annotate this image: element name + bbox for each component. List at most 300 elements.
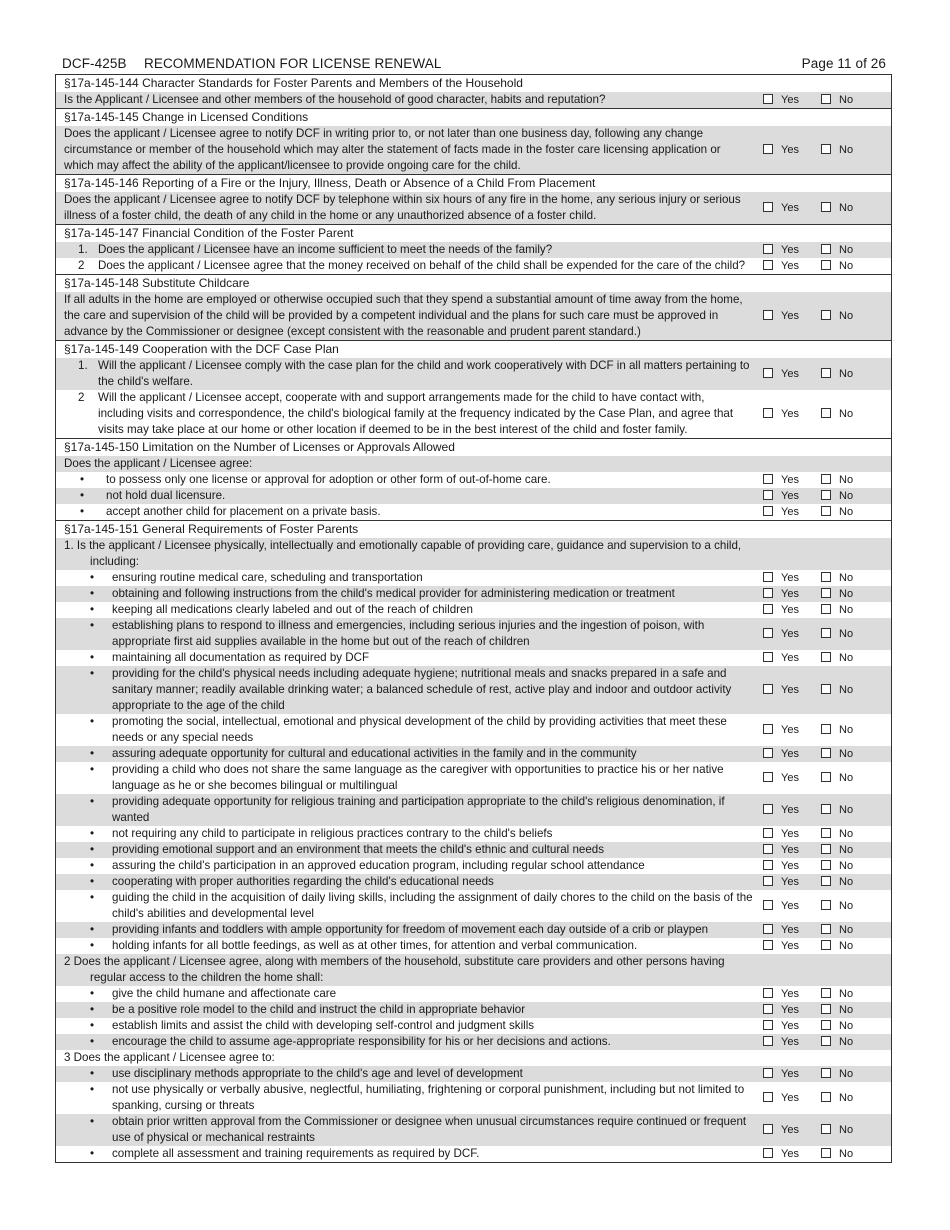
yes-label: Yes	[781, 1124, 799, 1136]
no-label: No	[839, 572, 854, 584]
yes-no-group	[763, 875, 883, 889]
question-text: providing adequate opportunity for religious training and participation appropriate to the child's religious denomination, if wanted	[112, 795, 725, 824]
question-text: not use physically or verbally abusive, neglectful, humiliating, frightening or corporal punishment, including but not limited to spanking, cursing or threats	[112, 1083, 745, 1112]
no-label: No	[839, 1148, 854, 1160]
question-text: providing infants and toddlers with ample opportunity for freedom of movement each day outside of a crib or playpen	[112, 923, 709, 936]
bullet-icon: •	[79, 473, 85, 486]
question-text: Is the Applicant / Licensee and other members of the household of good character, habits and reputation?	[64, 93, 606, 106]
yes-no-group	[763, 923, 883, 937]
yes-label: Yes	[781, 1068, 799, 1080]
no-checkbox[interactable]	[821, 724, 831, 734]
question-text: to possess only one license or approval for adoption or other form of out-of-home care.	[106, 473, 551, 486]
question-row	[56, 1034, 891, 1050]
no-label: No	[839, 1092, 854, 1104]
question-row	[56, 586, 891, 602]
bullet-icon: •	[89, 923, 95, 936]
no-label: No	[839, 1036, 854, 1048]
no-checkbox[interactable]	[821, 1092, 831, 1102]
yes-no-group	[763, 651, 883, 665]
yes-checkbox[interactable]	[763, 310, 773, 320]
yes-checkbox[interactable]	[763, 506, 773, 516]
no-label: No	[839, 408, 854, 420]
yes-label: Yes	[781, 924, 799, 936]
yes-checkbox[interactable]	[763, 860, 773, 870]
yes-no-group	[763, 747, 883, 761]
question-text: assuring the child's participation in an approved education program, including regular school attendance	[112, 859, 645, 872]
yes-label: Yes	[781, 900, 799, 912]
yes-checkbox[interactable]	[763, 1092, 773, 1102]
form-section	[56, 521, 891, 1163]
form-section	[56, 341, 891, 439]
bullet-icon: •	[89, 747, 95, 760]
question-text: holding infants for all bottle feedings, as well as at other times, for attention and verbal communication.	[112, 939, 638, 952]
yes-no-group	[763, 1147, 883, 1161]
no-label: No	[839, 1068, 854, 1080]
form-code: DCF-425B	[62, 56, 127, 71]
item-number: 2	[78, 259, 85, 272]
no-label: No	[839, 772, 854, 784]
yes-no-group	[763, 1123, 883, 1137]
yes-label: Yes	[781, 260, 799, 272]
question-text: keeping all medications clearly labeled and out of the reach of children	[112, 603, 473, 616]
yes-label: Yes	[781, 572, 799, 584]
question-row	[56, 746, 891, 762]
no-checkbox[interactable]	[821, 604, 831, 614]
bullet-icon: •	[89, 1035, 95, 1048]
yes-checkbox[interactable]	[763, 474, 773, 484]
question-row	[56, 1114, 891, 1146]
yes-label: Yes	[781, 588, 799, 600]
question-text: maintaining all documentation as required by DCF	[112, 651, 370, 664]
question-text: Does the applicant / Licensee agree to notify DCF in writing prior to, or not later than one business day, following any change circumstance or member of the household which may alter the statement of facts made in the foster care licensing application or which may affect the ability of the applicant/licensee to provide ongoing care for the child.	[64, 127, 721, 172]
no-checkbox[interactable]	[821, 1004, 831, 1014]
yes-no-group	[763, 309, 883, 323]
question-text: give the child humane and affectionate care	[112, 987, 337, 1000]
yes-label: Yes	[781, 474, 799, 486]
bullet-icon: •	[89, 891, 95, 904]
no-label: No	[839, 1124, 854, 1136]
yes-no-group	[763, 587, 883, 601]
no-checkbox[interactable]	[821, 1148, 831, 1158]
yes-no-group	[763, 803, 883, 817]
yes-label: Yes	[781, 244, 799, 256]
yes-checkbox[interactable]	[763, 604, 773, 614]
bullet-icon: •	[89, 987, 95, 1000]
no-checkbox[interactable]	[821, 368, 831, 378]
section-heading: §17a-145-151 General Requirements of Foster Parents	[64, 522, 359, 536]
question-row	[56, 292, 891, 340]
no-checkbox[interactable]	[821, 588, 831, 598]
section-heading: §17a-145-148 Substitute Childcare	[64, 276, 250, 290]
form-section	[56, 175, 891, 225]
yes-no-group	[763, 505, 883, 519]
question-text: Does the applicant / Licensee agree that the money received on behalf of the child shall be expended for the care of the child?	[98, 259, 746, 272]
section-heading: §17a-145-147 Financial Condition of the Foster Parent	[64, 226, 354, 240]
question-text: Will the applicant / Licensee comply with the case plan for the child and work cooperatively with DCF in all matters pertaining to the child's welfare.	[98, 359, 750, 388]
question-row	[56, 890, 891, 922]
yes-checkbox[interactable]	[763, 900, 773, 910]
yes-checkbox[interactable]	[763, 490, 773, 500]
question-row	[56, 986, 891, 1002]
no-checkbox[interactable]	[821, 860, 831, 870]
no-checkbox[interactable]	[821, 1036, 831, 1046]
yes-checkbox[interactable]	[763, 260, 773, 270]
no-label: No	[839, 828, 854, 840]
no-checkbox[interactable]	[821, 772, 831, 782]
question-row	[56, 258, 891, 274]
yes-label: Yes	[781, 1004, 799, 1016]
yes-label: Yes	[781, 684, 799, 696]
question-text: Does the applicant / Licensee agree:	[64, 457, 253, 470]
bullet-icon: •	[89, 875, 95, 888]
question-row	[56, 858, 891, 874]
question-text: Does the applicant / Licensee agree to notify DCF by telephone within six hours of any fire in the home, any serious injury or serious illness of a foster child, the death of any child in the home or any unauthorized absence of a foster child.	[64, 193, 741, 222]
bullet-icon: •	[79, 489, 85, 502]
form-section	[56, 109, 891, 175]
no-checkbox[interactable]	[821, 924, 831, 934]
yes-label: Yes	[781, 94, 799, 106]
bullet-icon: •	[89, 1019, 95, 1032]
yes-label: Yes	[781, 772, 799, 784]
yes-checkbox[interactable]	[763, 1020, 773, 1030]
yes-no-group	[763, 1035, 883, 1049]
no-checkbox[interactable]	[821, 94, 831, 104]
yes-no-group	[763, 367, 883, 381]
question-text: 2 Does the applicant / Licensee agree, along with members of the household, substitute care providers and other persons having regular access to the children the home shall:	[64, 955, 725, 984]
yes-no-group	[763, 899, 883, 913]
no-checkbox[interactable]	[821, 490, 831, 500]
yes-no-group	[763, 723, 883, 737]
yes-checkbox[interactable]	[763, 244, 773, 254]
question-text: providing emotional support and an environment that meets the child's ethnic and cultural needs	[112, 843, 605, 856]
no-label: No	[839, 202, 854, 214]
yes-label: Yes	[781, 940, 799, 952]
yes-no-group	[763, 1091, 883, 1105]
no-label: No	[839, 588, 854, 600]
yes-checkbox[interactable]	[763, 652, 773, 662]
no-label: No	[839, 900, 854, 912]
yes-label: Yes	[781, 310, 799, 322]
yes-checkbox[interactable]	[763, 804, 773, 814]
yes-no-group	[763, 407, 883, 421]
yes-checkbox[interactable]	[763, 588, 773, 598]
yes-checkbox[interactable]	[763, 748, 773, 758]
no-checkbox[interactable]	[821, 408, 831, 418]
question-row	[56, 570, 891, 586]
yes-checkbox[interactable]	[763, 988, 773, 998]
yes-no-group	[763, 1003, 883, 1017]
yes-checkbox[interactable]	[763, 684, 773, 694]
no-label: No	[839, 940, 854, 952]
yes-label: Yes	[781, 828, 799, 840]
yes-no-group	[763, 259, 883, 273]
question-text: obtain prior written approval from the Commissioner or designee when unusual circumstances require continued or frequent use of physical or mechanical restraints	[112, 1115, 747, 1144]
bullet-icon: •	[89, 795, 95, 808]
question-text: Does the applicant / Licensee have an income sufficient to meet the needs of the family?	[98, 243, 553, 256]
yes-no-group	[763, 1067, 883, 1081]
yes-checkbox[interactable]	[763, 772, 773, 782]
yes-label: Yes	[781, 1036, 799, 1048]
question-prompt	[56, 1050, 891, 1066]
question-text: Will the applicant / Licensee accept, cooperate with and support arrangements made for the child to have contact with, including visits and correspondence, the child's biological family at the frequency indicated by the Case Plan, and agree that visits may take place at our home or other location if deemed to be in the best interest of the child and foster family.	[98, 391, 734, 436]
yes-checkbox[interactable]	[763, 1068, 773, 1078]
question-row	[56, 842, 891, 858]
question-row	[56, 938, 891, 954]
bullet-icon: •	[89, 1003, 95, 1016]
no-checkbox[interactable]	[821, 244, 831, 254]
yes-label: Yes	[781, 506, 799, 518]
question-text: use disciplinary methods appropriate to the child's age and level of development	[112, 1067, 523, 1080]
question-row	[56, 1002, 891, 1018]
yes-no-group	[763, 1019, 883, 1033]
yes-label: Yes	[781, 408, 799, 420]
question-prompt	[56, 954, 891, 986]
no-checkbox[interactable]	[821, 202, 831, 212]
yes-checkbox[interactable]	[763, 724, 773, 734]
question-text: complete all assessment and training requirements as required by DCF.	[112, 1147, 480, 1160]
bullet-icon: •	[89, 939, 95, 952]
question-text: not requiring any child to participate in religious practices contrary to the child's beliefs	[112, 827, 553, 840]
no-label: No	[839, 368, 854, 380]
yes-label: Yes	[781, 652, 799, 664]
no-checkbox[interactable]	[821, 310, 831, 320]
section-heading: §17a-145-149 Cooperation with the DCF Case Plan	[64, 342, 339, 356]
no-checkbox[interactable]	[821, 1020, 831, 1030]
bullet-icon: •	[79, 505, 85, 518]
no-checkbox[interactable]	[821, 748, 831, 758]
question-prompt	[56, 456, 891, 472]
yes-label: Yes	[781, 860, 799, 872]
bullet-icon: •	[89, 827, 95, 840]
question-row	[56, 794, 891, 826]
no-label: No	[839, 988, 854, 1000]
yes-no-group	[763, 201, 883, 215]
form-section	[56, 439, 891, 521]
question-row	[56, 1082, 891, 1114]
question-row	[56, 922, 891, 938]
bullet-icon: •	[89, 587, 95, 600]
page-header	[62, 56, 886, 74]
no-label: No	[839, 748, 854, 760]
yes-checkbox[interactable]	[763, 202, 773, 212]
question-row	[56, 714, 891, 746]
no-checkbox[interactable]	[821, 900, 831, 910]
page-number: Page 11 of 26	[801, 56, 886, 71]
question-text: promoting the social, intellectual, emotional and physical development of the child by providing activities that meet these needs or any special needs	[112, 715, 727, 744]
yes-no-group	[763, 627, 883, 641]
question-row	[56, 1018, 891, 1034]
question-text: 3 Does the applicant / Licensee agree to:	[64, 1051, 275, 1064]
bullet-icon: •	[89, 859, 95, 872]
yes-label: Yes	[781, 988, 799, 1000]
no-checkbox[interactable]	[821, 1124, 831, 1134]
question-row	[56, 618, 891, 650]
question-row	[56, 602, 891, 618]
no-checkbox[interactable]	[821, 988, 831, 998]
no-checkbox[interactable]	[821, 1068, 831, 1078]
yes-label: Yes	[781, 368, 799, 380]
no-label: No	[839, 94, 854, 106]
no-checkbox[interactable]	[821, 940, 831, 950]
no-label: No	[839, 628, 854, 640]
no-label: No	[839, 876, 854, 888]
form-title: RECOMMENDATION FOR LICENSE RENEWAL	[144, 56, 442, 71]
no-label: No	[839, 924, 854, 936]
question-text: assuring adequate opportunity for cultural and educational activities in the family and in the community	[112, 747, 637, 760]
no-label: No	[839, 860, 854, 872]
yes-label: Yes	[781, 490, 799, 502]
no-label: No	[839, 1020, 854, 1032]
no-label: No	[839, 804, 854, 816]
question-text: encourage the child to assume age-appropriate responsibility for his or her decisions and actions.	[112, 1035, 611, 1048]
yes-checkbox[interactable]	[763, 1148, 773, 1158]
yes-checkbox[interactable]	[763, 940, 773, 950]
no-label: No	[839, 844, 854, 856]
question-text: providing for the child's physical needs including adequate hygiene; nutritional meals and snacks prepared in a safe and sanitary manner; readily available drinking water; a balanced schedule of rest, active play and indoor and outdoor activity appropriate to the age of the child	[112, 667, 732, 712]
question-text: establish limits and assist the child with developing self-control and judgment skills	[112, 1019, 535, 1032]
no-checkbox[interactable]	[821, 828, 831, 838]
yes-no-group	[763, 859, 883, 873]
yes-label: Yes	[781, 748, 799, 760]
no-label: No	[839, 724, 854, 736]
yes-checkbox[interactable]	[763, 368, 773, 378]
no-label: No	[839, 144, 854, 156]
no-checkbox[interactable]	[821, 844, 831, 854]
yes-checkbox[interactable]	[763, 924, 773, 934]
question-row	[56, 92, 891, 108]
no-checkbox[interactable]	[821, 260, 831, 270]
no-checkbox[interactable]	[821, 652, 831, 662]
yes-no-group	[763, 987, 883, 1001]
bullet-icon: •	[89, 1067, 95, 1080]
no-label: No	[839, 652, 854, 664]
no-checkbox[interactable]	[821, 628, 831, 638]
bullet-icon: •	[89, 1083, 95, 1096]
yes-label: Yes	[781, 804, 799, 816]
question-text: not hold dual licensure.	[106, 489, 226, 502]
bullet-icon: •	[89, 571, 95, 584]
section-heading: §17a-145-145 Change in Licensed Conditions	[64, 110, 309, 124]
bullet-icon: •	[89, 763, 95, 776]
question-text: establishing plans to respond to illness and emergencies, including serious injuries and the ingestion of poison, with appropriate first aid supplies available in the home but out of the reach of children	[112, 619, 705, 648]
question-row	[56, 1066, 891, 1082]
no-checkbox[interactable]	[821, 684, 831, 694]
yes-checkbox[interactable]	[763, 1036, 773, 1046]
yes-checkbox[interactable]	[763, 1004, 773, 1014]
no-checkbox[interactable]	[821, 506, 831, 516]
question-text: obtaining and following instructions from the child's medical provider for administering medication or treatment	[112, 587, 675, 600]
no-label: No	[839, 310, 854, 322]
no-label: No	[839, 684, 854, 696]
question-row	[56, 242, 891, 258]
yes-no-group	[763, 843, 883, 857]
section-heading: §17a-145-144 Character Standards for Foster Parents and Members of the Household	[64, 76, 523, 90]
question-row	[56, 390, 891, 438]
yes-label: Yes	[781, 1092, 799, 1104]
item-number: 2	[78, 391, 85, 404]
yes-no-group	[763, 771, 883, 785]
question-text: cooperating with proper authorities regarding the child's educational needs	[112, 875, 494, 888]
yes-checkbox[interactable]	[763, 828, 773, 838]
yes-checkbox[interactable]	[763, 572, 773, 582]
yes-label: Yes	[781, 1148, 799, 1160]
yes-no-group	[763, 93, 883, 107]
yes-no-group	[763, 489, 883, 503]
yes-label: Yes	[781, 844, 799, 856]
question-text: accept another child for placement on a private basis.	[106, 505, 381, 518]
question-row	[56, 826, 891, 842]
no-label: No	[839, 604, 854, 616]
form-section	[56, 225, 891, 275]
question-text: providing a child who does not share the same language as the caregiver with opportunities to practice his or her native language as he or she becomes bilingual or multilingual	[112, 763, 724, 792]
question-row	[56, 874, 891, 890]
yes-checkbox[interactable]	[763, 628, 773, 638]
bullet-icon: •	[89, 843, 95, 856]
section-heading: §17a-145-150 Limitation on the Number of Licenses or Approvals Allowed	[64, 440, 455, 454]
question-row	[56, 192, 891, 224]
yes-label: Yes	[781, 628, 799, 640]
no-checkbox[interactable]	[821, 474, 831, 484]
yes-no-group	[763, 939, 883, 953]
question-row	[56, 358, 891, 390]
yes-checkbox[interactable]	[763, 844, 773, 854]
yes-checkbox[interactable]	[763, 144, 773, 154]
bullet-icon: •	[89, 715, 95, 728]
no-label: No	[839, 244, 854, 256]
question-row	[56, 650, 891, 666]
question-prompt	[56, 538, 891, 570]
no-checkbox[interactable]	[821, 876, 831, 886]
bullet-icon: •	[89, 603, 95, 616]
no-label: No	[839, 260, 854, 272]
question-text: guiding the child in the acquisition of daily living skills, including the assignment of daily chores to the child on the basis of the child's abilities and developmental level	[112, 891, 753, 920]
bullet-icon: •	[89, 651, 95, 664]
question-row	[56, 666, 891, 714]
item-number: 1.	[78, 243, 88, 256]
no-checkbox[interactable]	[821, 572, 831, 582]
yes-no-group	[763, 473, 883, 487]
yes-checkbox[interactable]	[763, 94, 773, 104]
yes-checkbox[interactable]	[763, 408, 773, 418]
no-label: No	[839, 474, 854, 486]
yes-checkbox[interactable]	[763, 876, 773, 886]
form-section	[56, 75, 891, 109]
question-text: ensuring routine medical care, scheduling and transportation	[112, 571, 423, 584]
no-label: No	[839, 506, 854, 518]
yes-no-group	[763, 143, 883, 157]
question-row	[56, 488, 891, 504]
yes-no-group	[763, 571, 883, 585]
question-text: If all adults in the home are employed or otherwise occupied such that they spend a substantial amount of time away from the home, the care and supervision of the child will be provided by a competent individual and the plans for such care must be approved in advance by the Commissioner or designee (except consistent with the reasonable and prudent parent standard.)	[64, 293, 743, 338]
bullet-icon: •	[89, 1115, 95, 1128]
yes-label: Yes	[781, 724, 799, 736]
yes-label: Yes	[781, 876, 799, 888]
question-row	[56, 126, 891, 174]
section-heading: §17a-145-146 Reporting of a Fire or the Injury, Illness, Death or Absence of a Child From Placement	[64, 176, 596, 190]
yes-checkbox[interactable]	[763, 1124, 773, 1134]
no-checkbox[interactable]	[821, 144, 831, 154]
question-row	[56, 472, 891, 488]
bullet-icon: •	[89, 667, 95, 680]
no-label: No	[839, 490, 854, 502]
question-row	[56, 504, 891, 520]
bullet-icon: •	[89, 619, 95, 632]
question-row	[56, 1146, 891, 1162]
yes-label: Yes	[781, 202, 799, 214]
yes-no-group	[763, 683, 883, 697]
no-checkbox[interactable]	[821, 804, 831, 814]
form-section	[56, 275, 891, 341]
